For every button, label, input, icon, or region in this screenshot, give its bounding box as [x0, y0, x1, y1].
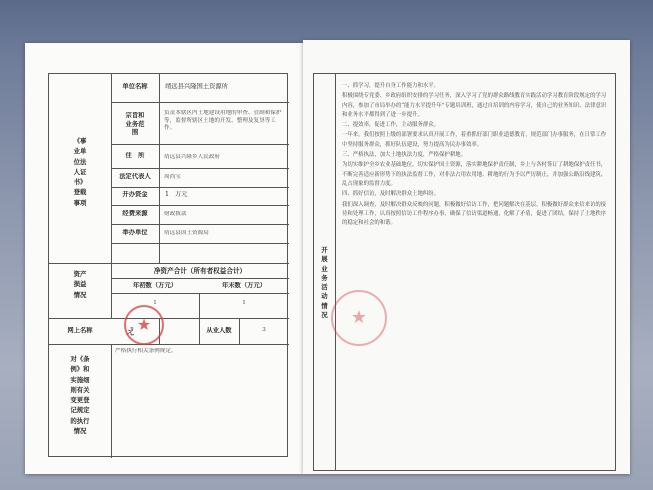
legal-rep-value: 周尚宝 [164, 174, 181, 180]
activity-paragraph: 三、严格执法，加大土地执法力度，严格保护耕地。 [342, 152, 466, 159]
sponsor-label: 举办单位 [122, 229, 148, 236]
activity-paragraph: 二、提效率，促进工作，主动服务群众。 [342, 122, 440, 129]
net-assets-header: 净资产合计（所有者权益合计） [153, 267, 247, 275]
activity-paragraph: 为切实维护全乡农业基础地位，切实保护国土资源，落实耕地保护责任制，乡上与各村签订了耕地保护责任书，不断完善适应新形势下的执法监督工作，对非法占用农用地、耕地的行为予以严厉制止，并加强公路沿线建筑、乱占现象的监督力度。 [342, 162, 607, 187]
address-label: 住 所 [125, 152, 145, 159]
business-activity-table [313, 73, 616, 471]
business-activity-title: 开展业务活动情况 [321, 246, 328, 319]
business-activity-side-title [314, 74, 336, 470]
seal-star-icon: ★ [136, 315, 152, 334]
unit-name-value: 靖远县兴隆国土资源所 [165, 83, 228, 90]
activity-paragraph: 一、抓学习，提升自身工作能力和水平。 [342, 83, 440, 89]
capital-label: 开办资金 [122, 191, 148, 198]
registration-side-label: 《事业单位法人证书》登载事项 [73, 137, 87, 207]
funding-value: 财政拨款 [164, 211, 187, 217]
funding-label: 经费来源 [122, 210, 148, 217]
purpose-value: 负责本辖区内土地建设用地的审查、管制和保护等，监督所辖区土地的开发、整理及复垦等工作。 [164, 110, 282, 132]
activity-paragraph: 四、抓好信访，及时解决群众土地纠纷。 [342, 191, 440, 198]
activity-paragraph: 积极围绕专党委、乡政府组织安排的学习任务，深入学习了党的群众路线教育实践活动学习教育阶段规定的学习内容，参加了市局举办的“能力水平提升年”专题培训班，通过自培训的内容学习，使自己的业务知识、法律意识和业务水平都得到了进一步提升。 [342, 93, 607, 118]
faded-seal-star-icon: ★ [350, 307, 368, 328]
registration-table [48, 73, 288, 457]
sponsor-value: 靖远县国土资源局 [164, 230, 209, 236]
assets-side-label: 资产损益情况 [73, 270, 87, 299]
begin-year-label: 年初数（万元） [132, 282, 178, 289]
business-activity-text [342, 82, 610, 229]
right-page [303, 40, 630, 474]
activity-paragraph: 一年来，我们按照上级的部署要求认真开展工作，着重抓好部门职业道德教育，规范部门办事服务，在日常工作中坚持服务群众，抓好队伍建设，努力提高为民办事效率。 [342, 132, 607, 148]
purpose-label: 宗旨和业务范围 [125, 112, 145, 136]
compliance-side-label: 对《条例》和实施细则有关变更登记规定的执行情况 [70, 355, 90, 435]
faded-seal [331, 290, 387, 346]
staff-count-value: 3 [262, 327, 266, 333]
end-year-label: 年末数（万元） [221, 282, 267, 289]
end-year-value: 1 [242, 300, 246, 306]
compliance-text: 严格执行相关条例规定。 [115, 348, 177, 354]
capital-value: 1 万元 [165, 191, 188, 198]
left-page [25, 43, 303, 474]
web-name-handwritten-mark: え [125, 327, 135, 338]
begin-year-value: 1 [153, 300, 157, 306]
legal-rep-label: 法定代表人 [119, 173, 151, 180]
activity-paragraph: 我们深入调查，及时解决群众反映的问题，积极做好信访工作，把问题解决在基层，积极做好群众来信来访的接待和处理工作，认真按照信访工作程序办事，确保了信访渠道畅通，化解了矛盾，促进了团结，保持了土地秩序的稳定和社会的和谐。 [342, 201, 607, 227]
staff-count-label: 从业人数 [206, 327, 232, 334]
unit-name-label: 单位名称 [122, 83, 148, 90]
official-seal [124, 305, 164, 345]
address-value: 靖远县兴隆乡人民政府 [164, 154, 220, 160]
web-name-label: 网上名称 [67, 327, 93, 334]
